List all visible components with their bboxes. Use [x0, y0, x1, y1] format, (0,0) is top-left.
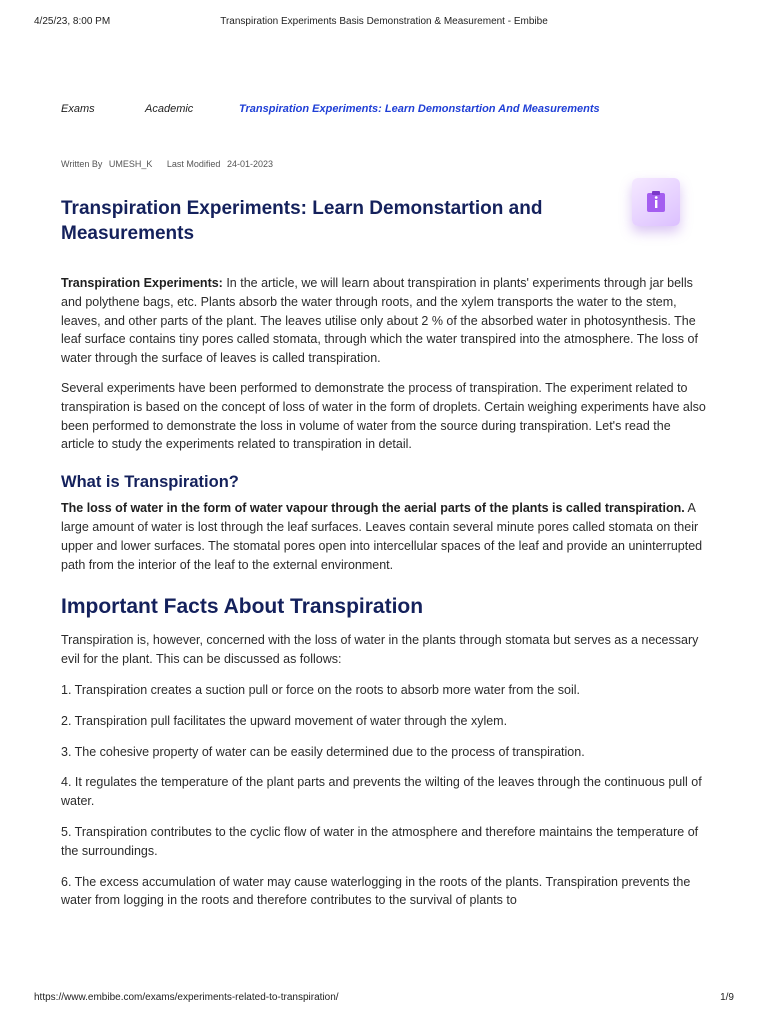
- definition-text: A large amount of water is lost through the leaf surfaces. Leaves contain several minute pores called stomata on their upper and lower surfaces. The stomatal pores open into intercellular spaces of the leaf and provide an uninterrupted path from the interior of the leaf to the external environment.: [61, 501, 703, 572]
- fact-item: 1. Transpiration creates a suction pull or force on the roots to absorb more water from the soil.: [61, 682, 581, 697]
- intro-paragraph: [61, 274, 706, 368]
- breadcrumb: [61, 103, 606, 119]
- fact-item: 6. The excess accumulation of water may cause waterlogging in the roots of the plants. Transpiration prevents the water from logging in the roots and therefore contributes to the survival of plants to: [61, 874, 691, 908]
- print-header: [34, 16, 734, 30]
- breadcrumb-current-page: Transpiration Experiments: Learn Demonstartion And Measurements: [239, 103, 600, 115]
- page-url: https://www.embibe.com/exams/experiments-related-to-transpiration/: [34, 992, 339, 1003]
- print-footer: [34, 992, 734, 1006]
- last-modified-date: 24-01-2023: [226, 159, 273, 169]
- definition-lead: The loss of water in the form of water vapour through the aerial parts of the plants is called transpiration.: [61, 501, 685, 516]
- breadcrumb-exams-link[interactable]: Exams: [61, 103, 95, 115]
- intro-text: In the article, we will learn about transpiration in plants' experiments through jar bells and polythene bags, etc. Plants absorb the water through roots, and the xylem transports the water to the stem, leaves, and other parts of the plant. The leaves utilise only about 2 % of the absorbed water in photosynthesis. The leaf surface contains tiny pores called stomata, through which the water transpired into the atmosphere. The loss of water through the surface of leaves is called transpiration.: [61, 276, 698, 366]
- print-page-title: Transpiration Experiments Basis Demonstration & Measurement - Embibe: [220, 16, 548, 27]
- facts-intro: Transpiration is, however, concerned with the loss of water in the plants through stomata but serves as a necessary evil for the plant. This can be discussed as follows:: [61, 633, 699, 667]
- fact-item: 3. The cohesive property of water can be easily determined due to the process of transpiration.: [61, 744, 585, 759]
- article-title: Transpiration Experiments: Learn Demonstartion and Measurements: [61, 198, 543, 244]
- fact-item: 5. Transpiration contributes to the cyclic flow of water in the atmosphere and therefore maintains the temperature of the surroundings.: [61, 824, 699, 858]
- intro-lead: Transpiration Experiments:: [61, 276, 223, 290]
- definition-paragraph: [61, 499, 706, 574]
- written-by-label: Written By: [61, 159, 103, 169]
- second-paragraph: Several experiments have been performed to demonstrate the process of transpiration. The experiment related to transpiration is based on the concept of loss of water in the form of droplets. Certain weighing experiments have also been performed to demonstrate the loss in volume of water from the source during transpiration. Let's read the article to study the experiments related to transpiration in detail.: [61, 380, 706, 452]
- fact-item: 4. It regulates the temperature of the plant parts and prevents the wilting of the leaves through the continuous pull of water.: [61, 775, 702, 809]
- last-modified-label: Last Modified: [166, 159, 221, 169]
- breadcrumb-academic-link[interactable]: Academic: [145, 103, 194, 115]
- what-is-transpiration-heading: What is Transpiration?: [61, 473, 239, 492]
- page-number: 1/9: [720, 992, 734, 1003]
- article-meta: [61, 159, 277, 169]
- important-facts-heading: Important Facts About Transpiration: [61, 595, 424, 619]
- fact-item: 2. Transpiration pull facilitates the upward movement of water through the xylem.: [61, 713, 508, 728]
- author-name: UMESH_K: [108, 159, 153, 169]
- article-body: [61, 196, 706, 910]
- print-datetime: 4/25/23, 8:00 PM: [34, 16, 111, 27]
